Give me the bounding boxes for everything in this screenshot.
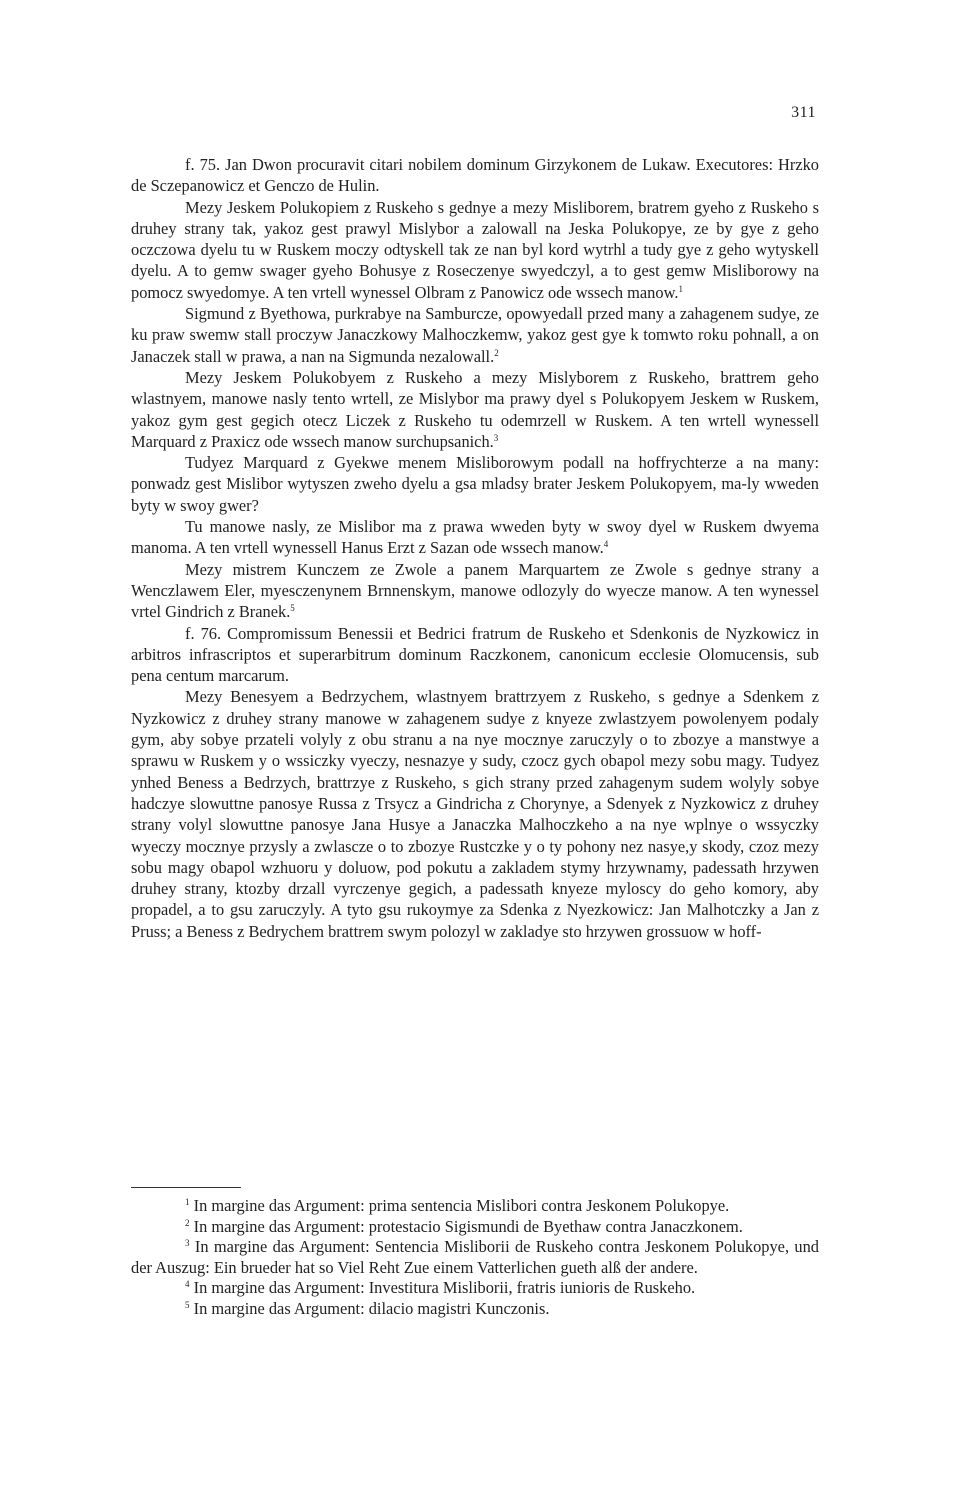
- footnote-number: 1: [185, 1197, 190, 1207]
- paragraph: [131, 452, 819, 516]
- footnote-mark: 1: [678, 283, 683, 294]
- footnote-divider: [131, 1187, 241, 1188]
- paragraph: [131, 367, 819, 452]
- paragraph: [131, 154, 819, 197]
- footnote-mark: 3: [493, 432, 499, 443]
- footnote-text: In margine das Argument: prima sentencia Mislibori contra Jeskonem Polukopye.: [193, 1196, 730, 1215]
- paragraph-text: Mezy Jeskem Polukobyem z Ruskeho a mezy Mislyborem z Ruskeho, brattrem geho wlastnyem, manowe nasly tento wrtell, ze Mislybor ma prawy dyel s Polukopyem Jeskem w Ruskem, yakoz gym gest gegich otecz Liczek z Ruskeho tu odemrzell w Ruskem. A ten wrtell wynessell Marquard z Praxicz ode wssech manow surchupsanich.: [131, 367, 819, 451]
- paragraph-text: Mezy mistrem Kunczem ze Zwole a panem Marquartem ze Zwole s gednye strany a Wenczlawem Eler, myesczenynem Brnnenskym, manowe odlozyly do wyecze manow. A ten wynessel vrtel Gindrich z Branek.: [131, 559, 819, 622]
- paragraph: [131, 303, 819, 367]
- footnote-mark: 2: [494, 347, 499, 358]
- paragraph: [131, 197, 819, 303]
- footnote-text: In margine das Argument: dilacio magistri Kunczonis.: [193, 1298, 550, 1318]
- footnote-number: 4: [185, 1279, 190, 1289]
- footnote: [131, 1237, 819, 1278]
- paragraph-text: Tudyez Marquard z Gyekwe menem Misliborowym podall na hoffrychterze a na many: ponwadz gest Mislibor wytyszen zweho dyelu a gsa mladsy brater Jeskem Polukopyem, ma-ly wweden byty w swoy gwer?: [131, 453, 819, 515]
- footnote-mark: 4: [603, 539, 609, 550]
- footnote: [131, 1217, 819, 1238]
- body-text: [131, 154, 819, 942]
- footnote-mark: 5: [290, 603, 295, 614]
- page-number: 311: [791, 104, 816, 121]
- paragraph-text: Mezy Benesyem a Bedrzychem, wlastnyem brattrzyem z Ruskeho, s gednye a Sdenkem z Nyzkowicz z druhey strany manowe w zahagenem sudye z knyeze zwlastzyem powolenyem podaly gym, aby sobye przateli volyly z obu stranu a na nye mocznye zaruczyly o to zbozye a manstwye a sprawu w Ruskem y o wssiczky vyeczy, nesnazye y sudy, czocz gych obapol mezy sobu magy. Tudyez ynhed Beness a Bedrzych, brattrzye z Ruskeho, s gich strany przed zahagenym sudem wolyly sobye hadczye slowuttne panosye Russa z Trsycz a Gindricha z Chorynye, a Sdenyek z Nyzkowicz z druhey strany volyl slowuttne panosye Jana Husye a Janaczka Malhoczkeho a na nye wplnye o wssyczky wyeczy mocznye przysly a zwlascze o to zbozye Rustczke y o ty pohony nez nasye,y skody, czoz mezy sobu magy obapol wzhuoru y doluow, pod pokutu a zakladem stymy hrzywnamy, padessath hrzywen druhey strany, ktozby drzall vyrczenye gegich, a padessath knyeze myloscy do geho komory, aby propadel, a to gsu zaruczyly. A tyto gsu rukoymye za Sdenka z Nyezkowicz: Jan Malhotczky a Jan z Pruss; a Beness z Bedrychem brattrem swym polozyl w zakladye sto hrzywen grossuow w hoff-: [131, 687, 819, 941]
- footnote-text: In margine das Argument: Sentencia Misliborii de Ruskeho contra Jeskonem Polukopye, und der Auszug: Ein brueder hat so Viel Reht Zue einem Vatterlichen gueth alß der andere.: [131, 1237, 819, 1277]
- paragraph-text: f. 75. Jan Dwon procuravit citari nobilem dominum Girzykonem de Lukaw. Executores: Hrzko de Sczepanowicz et Genczo de Hulin.: [131, 155, 819, 196]
- paragraph-text: Sigmund z Byethowa, purkrabye na Samburcze, opowyedall przed many a zahagenem sudye, ze ku praw swemw stall proczyw Janaczkowy Malhoczkemw, yakoz gest gye k tomwto roku pohnall, a on Janaczek stall w prawa, a nan na Sigmunda nezalowall.: [131, 304, 819, 366]
- paragraph-text: Mezy Jeskem Polukopiem z Ruskeho s gednye a mezy Misliborem, bratrem gyeho z Ruskeho s druhey strany tak, yakoz gest prawyl Mislybor a zalowall na Jeska Polukopye, ze by gye z geho oczczowa dyelu tu w Ruskem moczy odtyskell tak ze nan byl kord wytrhl a tudy gye z geho wytyskell dyelu. A to gemw swager gyeho Bohusye z Roseczenye swyedczyl, a to gest gemw Misliborowy na pomocz swyedomye. A ten vrtell wynessel Olbram z Panowicz ode wssech manow.: [131, 197, 819, 302]
- footnote-number: 5: [185, 1299, 190, 1310]
- footnote-number: 3: [185, 1238, 190, 1248]
- paragraph: [131, 559, 819, 623]
- paragraph: [131, 686, 819, 942]
- footnote: [131, 1196, 819, 1217]
- paragraph-text: Tu manowe nasly, ze Mislibor ma z prawa wweden byty w swoy dyel w Ruskem dwyema manoma. A ten vrtell wynessell Hanus Erzt z Sazan ode wssech manow.: [131, 517, 819, 558]
- paragraph-text: f. 76. Compromissum Benessii et Bedrici fratrum de Ruskeho et Sdenkonis de Nyzkowicz in arbitros infrascriptos et superarbitrum dominum Raczkonem, canonicum ecclesie Olomucensis, sub pena centum marcarum.: [131, 623, 819, 686]
- footnote: [131, 1278, 819, 1299]
- footnote-text: In margine das Argument: Investitura Misliborii, fratris iunioris de Ruskeho.: [193, 1278, 696, 1297]
- footnote: [131, 1299, 819, 1320]
- paragraph: [131, 516, 819, 559]
- paragraph: [131, 623, 819, 687]
- footnote-number: 2: [185, 1217, 190, 1228]
- footnote-text: In margine das Argument: protestacio Sigismundi de Byethaw contra Janaczkonem.: [193, 1216, 743, 1236]
- footnotes: [131, 1196, 819, 1319]
